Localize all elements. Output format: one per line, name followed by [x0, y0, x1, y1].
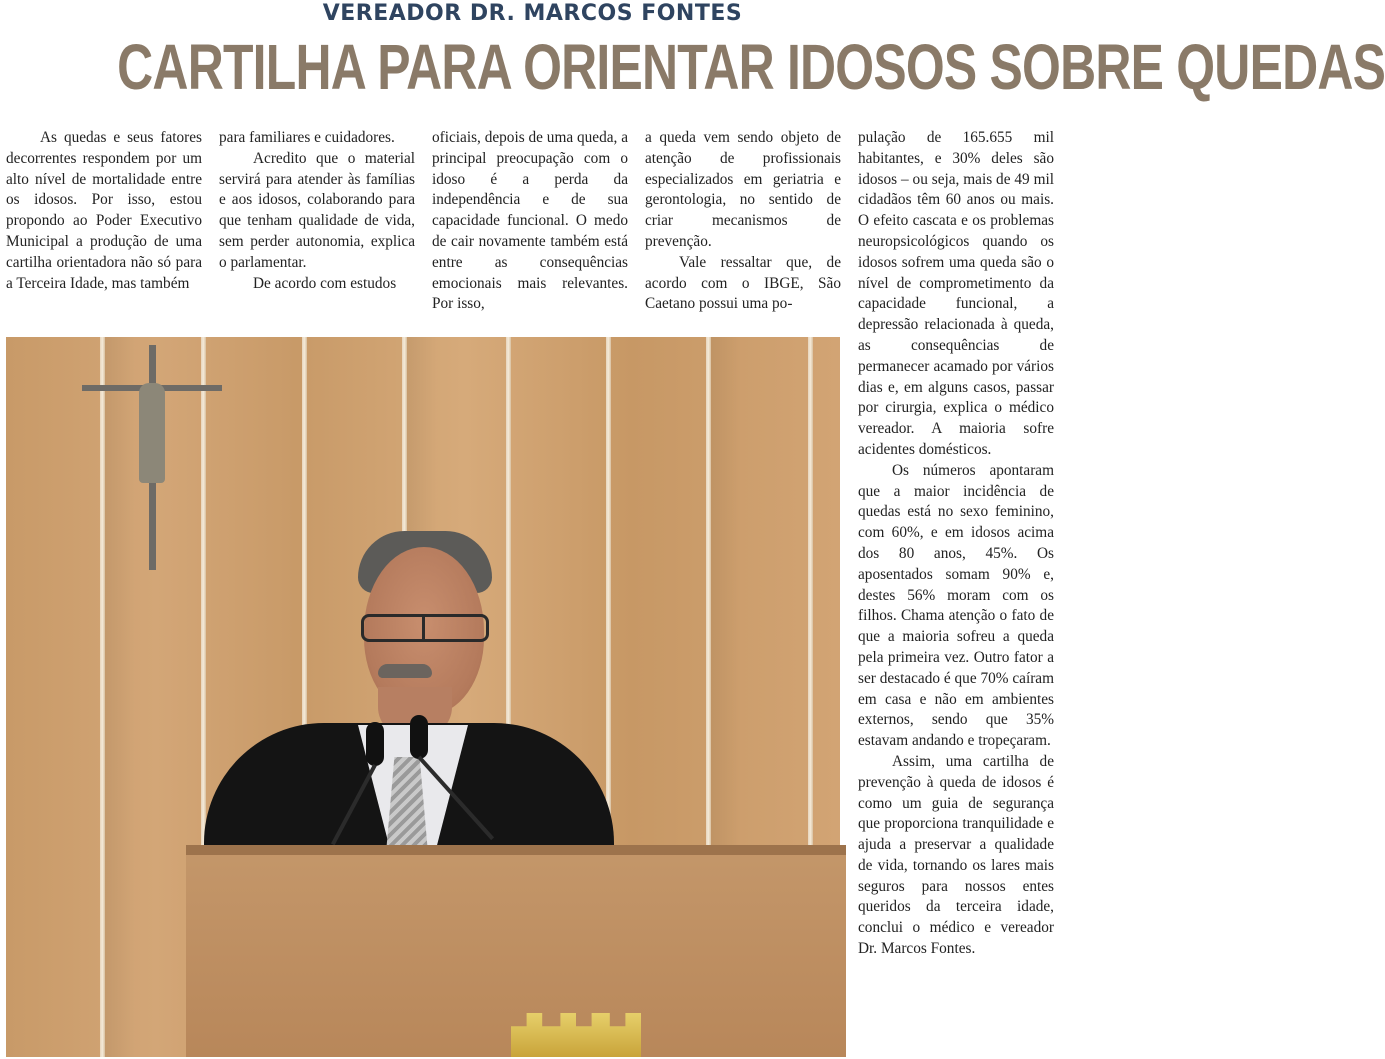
- panel-shadow: [105, 337, 135, 1057]
- paragraph: Acredito que o material servirá para atender às famílias e aos idosos, colaborando para que tenham qualidade de vida, sem perder autonomia, explica o parlamentar.: [219, 149, 415, 271]
- paragraph: Vale ressaltar que, de acordo com o IBGE, São Caetano possui uma po-: [645, 253, 841, 313]
- paragraph: De acordo com estudos: [253, 274, 397, 292]
- paragraph: a queda vem sendo objeto de atenção de profissionais especializados em geriatria e gerontologia, no sentido de criar mecanismos de prevenção.: [645, 129, 841, 250]
- podium-top: [186, 845, 846, 855]
- speaker-glasses: [361, 614, 489, 642]
- paragraph: Assim, uma cartilha de prevenção à queda de idosos é como um guia de segurança que proporciona tranquilidade e ajuda a preservar a qualidade de vida, tornando os lares mais seguros para nossos entes queridos da terceira idade, conclui o médico e vereador Dr. Marcos Fontes.: [858, 752, 1054, 958]
- paragraph: As quedas e seus fatores decorrentes respondem por um alto nível de mortalidade entre os idosos. Por isso, estou propondo ao Poder Executivo Municipal a produção de uma cartilha orientadora não só para a Terceira Idade, mas também: [6, 129, 202, 292]
- article-column-5: [858, 128, 1054, 960]
- article-column-4: [645, 128, 841, 315]
- article-column-3: [432, 128, 628, 315]
- article-column-1: [6, 128, 202, 294]
- article-column-2: [219, 128, 415, 294]
- article-kicker: VEREADOR DR. MARCOS FONTES: [322, 1, 743, 26]
- microphone: [366, 722, 384, 766]
- paragraph: Os números apontaram que a maior incidência de quedas está no sexo feminino, com 60%, e em idosos acima dos 80 anos, 45%. Os aposentados somam 90% e, destes 56% moram com os filhos. Chama atenção o fato de que a maioria sofreu a queda pela primeira vez. Outro fator a ser destacado é que 70% caíram em casa e não em ambientes externos, sendo que 35% estavam andando e tropeçaram.: [858, 461, 1054, 750]
- article-photo: [6, 337, 840, 1057]
- microphone: [410, 715, 428, 759]
- speaker-mustache: [378, 664, 432, 678]
- podium: [186, 845, 846, 1057]
- crucifix-figure: [139, 383, 165, 483]
- article-headline: CARTILHA PARA ORIENTAR IDOSOS SOBRE QUEDAS: [117, 31, 1385, 103]
- paragraph: oficiais, depois de uma queda, a principal preocupação com o idoso é a perda da independência e de sua capacidade funcional. O medo de cair novamente também está entre as consequências emocionais mais relevantes. Por isso,: [432, 129, 628, 313]
- paragraph: pulação de 165.655 mil habitantes, e 30% deles são idosos – ou seja, mais de 49 mil cidadãos têm 60 anos ou mais. O efeito cascata e os problemas neuropsicológicos quando os idosos sofrem uma queda são o nível de comprometimento da capacidade funcional, a depressão relacionada à queda, as consequências de permanecer acamado por vários dias e, em alguns casos, passar por cirurgia, explica o médico vereador. A maioria sofre acidentes domésticos.: [858, 129, 1054, 458]
- paragraph: para familiares e cuidadores.: [219, 129, 395, 146]
